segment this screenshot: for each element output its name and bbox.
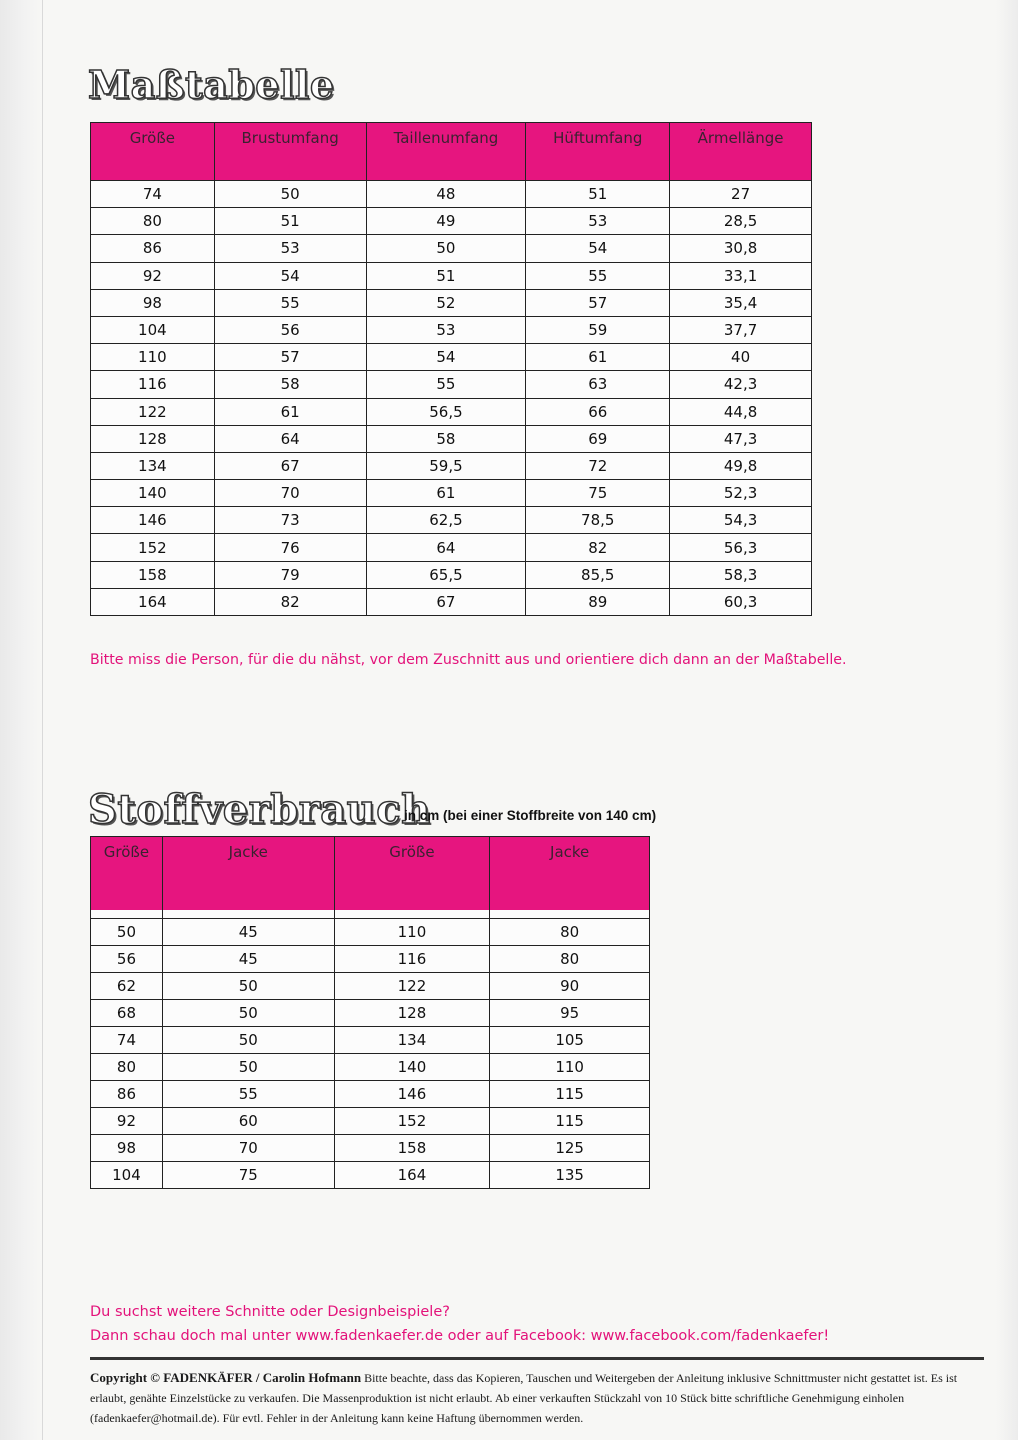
size-cell: 134 <box>91 452 215 479</box>
chest-cell: 57 <box>214 344 366 371</box>
waist-cell: 62,5 <box>366 507 526 534</box>
fabric-row <box>91 1054 650 1081</box>
sleeve-cell: 37,7 <box>670 316 812 343</box>
size-cell: 86 <box>91 235 215 262</box>
fabric-header-spacer <box>91 910 650 919</box>
hip-cell: 82 <box>526 534 670 561</box>
jacket-cell: 110 <box>490 1054 650 1081</box>
hip-cell: 54 <box>526 235 670 262</box>
size-cell: 98 <box>91 1135 163 1162</box>
chest-cell: 76 <box>214 534 366 561</box>
size-cell: 56 <box>91 946 163 973</box>
hip-cell: 75 <box>526 480 670 507</box>
col-header-sleeve: Ärmellänge <box>670 123 812 181</box>
size-cell: 146 <box>91 507 215 534</box>
size-cell: 128 <box>91 425 215 452</box>
chest-cell: 56 <box>214 316 366 343</box>
chest-cell: 58 <box>214 371 366 398</box>
size-cell: 68 <box>91 1000 163 1027</box>
hip-cell: 51 <box>526 181 670 208</box>
waist-cell: 49 <box>366 208 526 235</box>
sleeve-cell: 47,3 <box>670 425 812 452</box>
waist-cell: 67 <box>366 588 526 615</box>
size-cell: 104 <box>91 316 215 343</box>
size-cell: 140 <box>334 1054 490 1081</box>
chest-cell: 67 <box>214 452 366 479</box>
measurement-row <box>91 371 812 398</box>
hip-cell: 72 <box>526 452 670 479</box>
measurement-table-body <box>91 181 812 616</box>
size-cell: 164 <box>91 588 215 615</box>
hip-cell: 59 <box>526 316 670 343</box>
jacket-cell: 80 <box>490 946 650 973</box>
jacket-cell: 45 <box>162 919 334 946</box>
size-cell: 74 <box>91 181 215 208</box>
measurement-row <box>91 181 812 208</box>
hip-cell: 78,5 <box>526 507 670 534</box>
fabric-row <box>91 1000 650 1027</box>
size-cell: 86 <box>91 1081 163 1108</box>
measurement-note: Bitte miss die Person, für die du nähst, vor dem Zuschnitt aus und orientiere dich dann an der Maßtabelle. <box>90 652 847 668</box>
jacket-cell: 50 <box>162 1027 334 1054</box>
sleeve-cell: 49,8 <box>670 452 812 479</box>
measurement-row <box>91 235 812 262</box>
fabric-header-row <box>91 837 650 911</box>
jacket-cell: 50 <box>162 1000 334 1027</box>
waist-cell: 51 <box>366 262 526 289</box>
sleeve-cell: 56,3 <box>670 534 812 561</box>
size-cell: 92 <box>91 262 215 289</box>
size-cell: 92 <box>91 1108 163 1135</box>
waist-cell: 58 <box>366 425 526 452</box>
fabric-usage-heading: Stoffverbrauch <box>88 786 431 833</box>
col-header-jacket-b: Jacke <box>490 837 650 911</box>
chest-cell: 64 <box>214 425 366 452</box>
jacket-cell: 55 <box>162 1081 334 1108</box>
sleeve-cell: 60,3 <box>670 588 812 615</box>
chest-cell: 55 <box>214 289 366 316</box>
hip-cell: 61 <box>526 344 670 371</box>
measurement-row <box>91 561 812 588</box>
jacket-cell: 75 <box>162 1162 334 1189</box>
jacket-cell: 50 <box>162 973 334 1000</box>
sleeve-cell: 28,5 <box>670 208 812 235</box>
promo-line-2: Dann schau doch mal unter www.fadenkaefer.de oder auf Facebook: www.facebook.com/fadenkaefer! <box>90 1328 830 1344</box>
hip-cell: 57 <box>526 289 670 316</box>
fabric-row <box>91 973 650 1000</box>
fabric-usage-table <box>90 836 650 1189</box>
sleeve-cell: 54,3 <box>670 507 812 534</box>
hip-cell: 53 <box>526 208 670 235</box>
jacket-cell: 95 <box>490 1000 650 1027</box>
col-header-size-b: Größe <box>334 837 490 911</box>
fabric-row <box>91 1162 650 1189</box>
jacket-cell: 50 <box>162 1054 334 1081</box>
size-cell: 140 <box>91 480 215 507</box>
promo-line-1: Du suchst weitere Schnitte oder Designbeispiele? <box>90 1304 450 1320</box>
fabric-width-note: in cm (bei einer Stoffbreite von 140 cm) <box>404 808 657 823</box>
measurement-row <box>91 588 812 615</box>
col-header-hip: Hüftumfang <box>526 123 670 181</box>
scan-right-edge <box>996 0 1018 1440</box>
measurement-row <box>91 262 812 289</box>
col-header-size: Größe <box>91 123 215 181</box>
measurement-table <box>90 122 812 616</box>
size-cell: 80 <box>91 208 215 235</box>
sleeve-cell: 30,8 <box>670 235 812 262</box>
jacket-cell: 60 <box>162 1108 334 1135</box>
size-cell: 74 <box>91 1027 163 1054</box>
waist-cell: 56,5 <box>366 398 526 425</box>
waist-cell: 48 <box>366 181 526 208</box>
size-cell: 164 <box>334 1162 490 1189</box>
copyright-title: Copyright © FADENKÄFER / Carolin Hofmann <box>90 1370 362 1385</box>
footer-divider <box>90 1357 984 1360</box>
waist-cell: 64 <box>366 534 526 561</box>
sleeve-cell: 44,8 <box>670 398 812 425</box>
measurement-row <box>91 480 812 507</box>
size-cell: 110 <box>334 919 490 946</box>
sleeve-cell: 52,3 <box>670 480 812 507</box>
col-header-size-a: Größe <box>91 837 163 911</box>
jacket-cell: 125 <box>490 1135 650 1162</box>
jacket-cell: 45 <box>162 946 334 973</box>
measurement-row <box>91 344 812 371</box>
measurement-row <box>91 289 812 316</box>
fabric-row <box>91 1135 650 1162</box>
size-cell: 80 <box>91 1054 163 1081</box>
hip-cell: 89 <box>526 588 670 615</box>
col-header-waist: Taillenumfang <box>366 123 526 181</box>
size-cell: 128 <box>334 1000 490 1027</box>
hip-cell: 63 <box>526 371 670 398</box>
copyright-notice <box>90 1368 984 1428</box>
measurement-row <box>91 425 812 452</box>
sleeve-cell: 33,1 <box>670 262 812 289</box>
waist-cell: 61 <box>366 480 526 507</box>
chest-cell: 53 <box>214 235 366 262</box>
hip-cell: 85,5 <box>526 561 670 588</box>
size-cell: 104 <box>91 1162 163 1189</box>
hip-cell: 55 <box>526 262 670 289</box>
sleeve-cell: 35,4 <box>670 289 812 316</box>
waist-cell: 54 <box>366 344 526 371</box>
jacket-cell: 90 <box>490 973 650 1000</box>
sleeve-cell: 42,3 <box>670 371 812 398</box>
size-cell: 158 <box>91 561 215 588</box>
waist-cell: 50 <box>366 235 526 262</box>
fabric-usage-table-body <box>91 919 650 1189</box>
scan-left-edge <box>0 0 43 1440</box>
size-cell: 122 <box>91 398 215 425</box>
fabric-row <box>91 919 650 946</box>
size-cell: 152 <box>334 1108 490 1135</box>
chest-cell: 73 <box>214 507 366 534</box>
fabric-row <box>91 1027 650 1054</box>
jacket-cell: 80 <box>490 919 650 946</box>
copyright-body: Bitte beachte, dass das Kopieren, Tauschen und Weitergeben der Anleitung inklusive Schnittmuster nicht gestattet ist. Es ist erlaubt, genähte Einzelstücke zu verkaufen. Die Massenproduktion ist nicht erlaubt. Ab einer verkauften Stückzahl von 10 Stück bitte schriftliche Genehmigung einholen (fadenkaefer@hotmail.de). Für evtl. Fehler in der Anleitung kann keine Haftung übernommen werden. <box>90 1371 958 1425</box>
col-header-chest: Brustumfang <box>214 123 366 181</box>
chest-cell: 79 <box>214 561 366 588</box>
sleeve-cell: 27 <box>670 181 812 208</box>
size-cell: 116 <box>91 371 215 398</box>
measurement-table-heading: Maßtabelle <box>88 62 335 107</box>
chest-cell: 82 <box>214 588 366 615</box>
waist-cell: 52 <box>366 289 526 316</box>
chest-cell: 54 <box>214 262 366 289</box>
fabric-row <box>91 946 650 973</box>
measurement-header-row <box>91 123 812 181</box>
measurement-row <box>91 452 812 479</box>
size-cell: 116 <box>334 946 490 973</box>
sleeve-cell: 58,3 <box>670 561 812 588</box>
waist-cell: 65,5 <box>366 561 526 588</box>
size-cell: 158 <box>334 1135 490 1162</box>
chest-cell: 51 <box>214 208 366 235</box>
measurement-row <box>91 208 812 235</box>
waist-cell: 59,5 <box>366 452 526 479</box>
size-cell: 62 <box>91 973 163 1000</box>
hip-cell: 69 <box>526 425 670 452</box>
jacket-cell: 115 <box>490 1108 650 1135</box>
size-cell: 134 <box>334 1027 490 1054</box>
jacket-cell: 115 <box>490 1081 650 1108</box>
size-cell: 98 <box>91 289 215 316</box>
promo-text <box>90 1300 829 1348</box>
size-cell: 50 <box>91 919 163 946</box>
fabric-row <box>91 1108 650 1135</box>
hip-cell: 66 <box>526 398 670 425</box>
jacket-cell: 70 <box>162 1135 334 1162</box>
measurement-row <box>91 398 812 425</box>
chest-cell: 61 <box>214 398 366 425</box>
sleeve-cell: 40 <box>670 344 812 371</box>
size-cell: 146 <box>334 1081 490 1108</box>
chest-cell: 70 <box>214 480 366 507</box>
measurement-row <box>91 507 812 534</box>
measurement-row <box>91 534 812 561</box>
fabric-row <box>91 1081 650 1108</box>
jacket-cell: 135 <box>490 1162 650 1189</box>
jacket-cell: 105 <box>490 1027 650 1054</box>
col-header-jacket-a: Jacke <box>162 837 334 911</box>
chest-cell: 50 <box>214 181 366 208</box>
size-cell: 110 <box>91 344 215 371</box>
size-cell: 152 <box>91 534 215 561</box>
measurement-row <box>91 316 812 343</box>
waist-cell: 55 <box>366 371 526 398</box>
size-cell: 122 <box>334 973 490 1000</box>
waist-cell: 53 <box>366 316 526 343</box>
